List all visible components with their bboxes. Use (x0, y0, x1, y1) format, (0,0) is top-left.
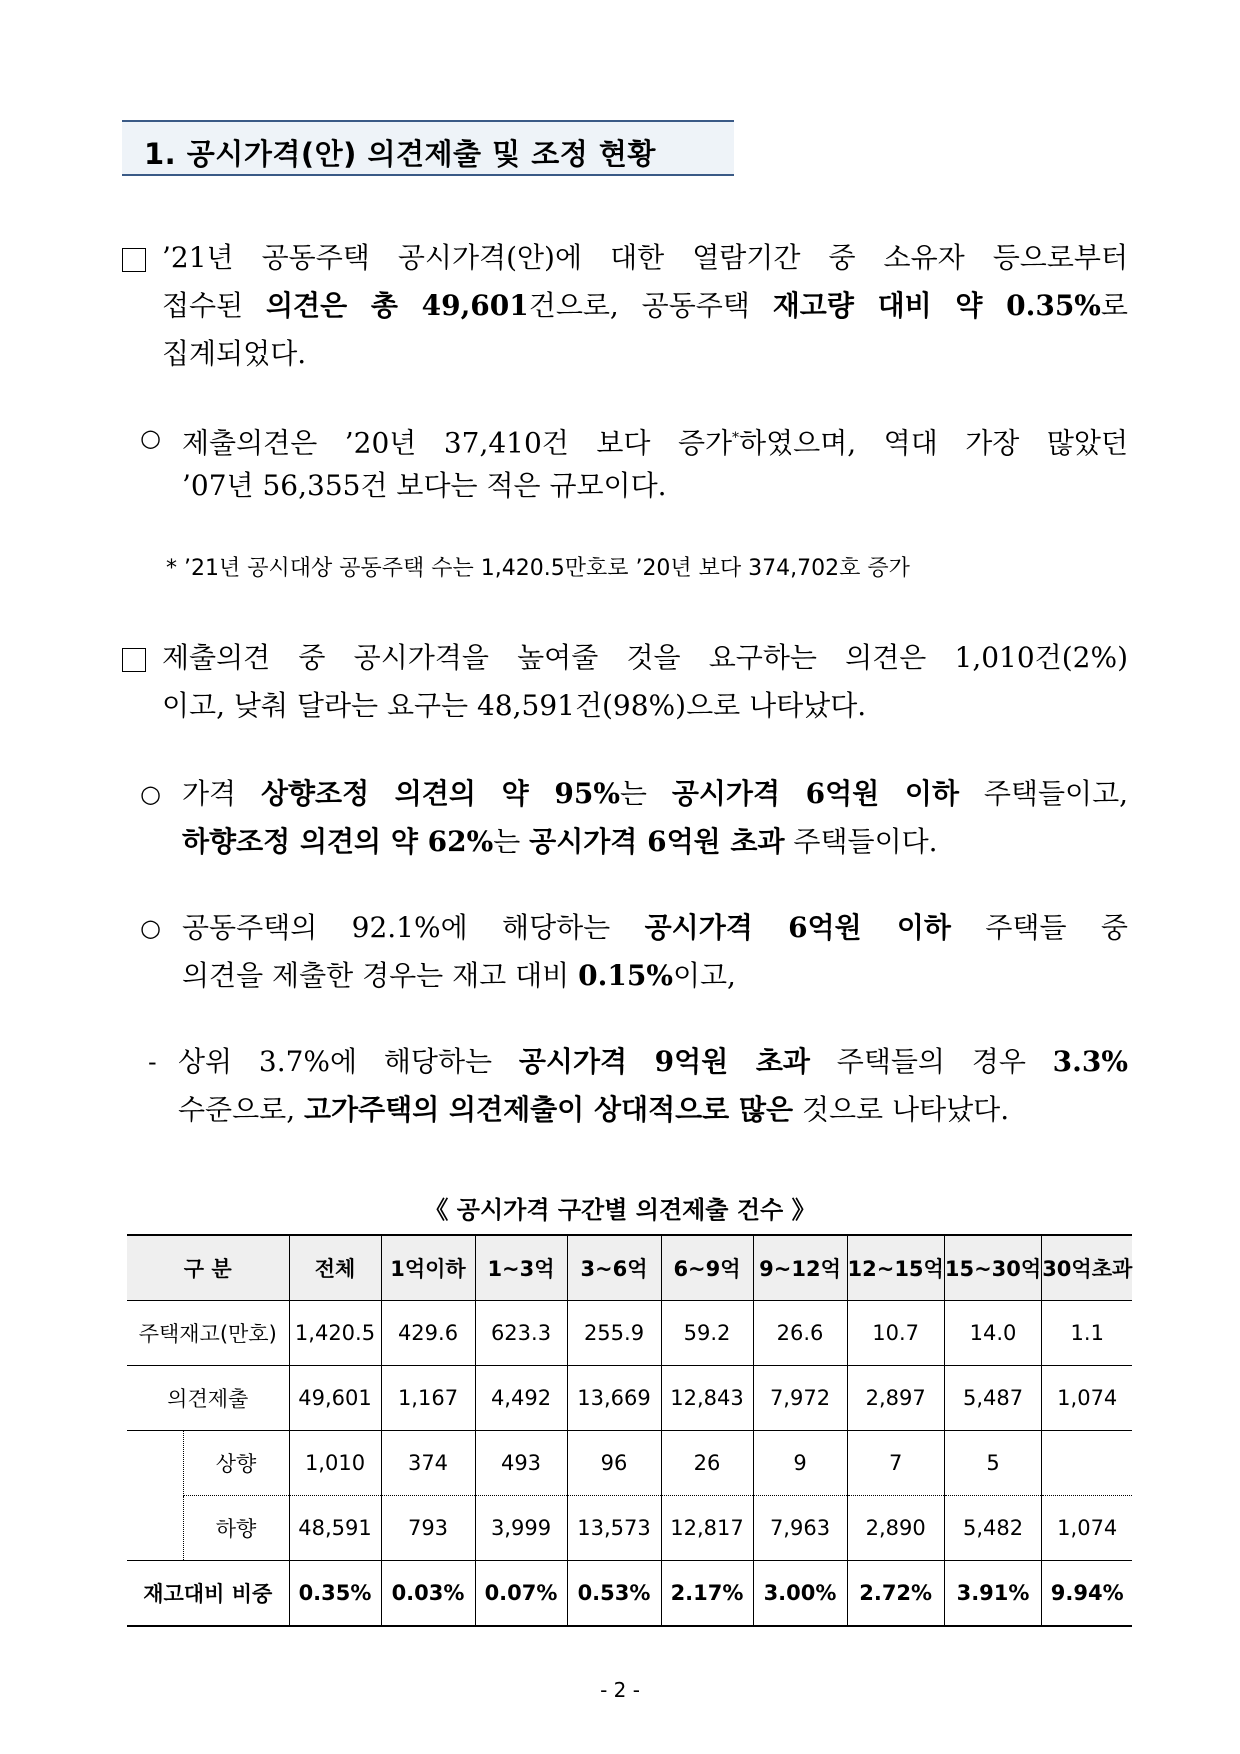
table-cell: 7,963 (753, 1496, 847, 1561)
table-cell: 3.00% (753, 1561, 847, 1627)
row-label: 하향 (183, 1496, 289, 1561)
header-cell: 1~3억 (475, 1235, 567, 1301)
table-cell: 255.9 (567, 1301, 661, 1366)
table-cell: 493 (475, 1431, 567, 1496)
header-cell: 6~9억 (661, 1235, 753, 1301)
table-cell: 7,972 (753, 1366, 847, 1431)
table-cell: 0.35% (289, 1561, 381, 1627)
table-cell: 96 (567, 1431, 661, 1496)
section-title-box (122, 120, 734, 176)
table-row-stock (127, 1301, 1132, 1366)
circle-bullet-1: ○ (140, 424, 161, 452)
page-number: - 2 - (600, 1678, 640, 1702)
paragraph-5 (182, 904, 1128, 1000)
p5-line-1: 공동주택의 92.1%에 해당하는 공시가격 6억원 이하 주택들 중 (182, 911, 1128, 944)
table-cell: 3,999 (475, 1496, 567, 1561)
square-bullet-1 (122, 248, 146, 272)
paragraph-1 (162, 234, 1128, 378)
p1-line-3: 집계되었다. (162, 337, 307, 370)
table-cell: 13,573 (567, 1496, 661, 1561)
dash-bullet: - (148, 1048, 157, 1076)
row-label: 의견제출 (127, 1366, 289, 1431)
header-cell: 1억이하 (381, 1235, 475, 1301)
table-cell: 0.53% (567, 1561, 661, 1627)
square-bullet-2 (122, 648, 146, 672)
header-cell: 3~6억 (567, 1235, 661, 1301)
table-cell: 1,074 (1042, 1496, 1133, 1561)
p1-line-2: 접수된 의견은 총 49,601건으로, 공동주택 재고량 대비 약 0.35%로 (162, 289, 1128, 322)
p3-line-1: 제출의견 중 공시가격을 높여줄 것을 요구하는 의견은 1,010건(2%) (162, 641, 1128, 674)
table-cell: 5,487 (944, 1366, 1041, 1431)
p4-line-1: 가격 상향조정 의견의 약 95%는 공시가격 6억원 이하 주택들이고, (182, 777, 1129, 810)
table-header-row (127, 1235, 1132, 1301)
row-label: 상향 (183, 1431, 289, 1496)
table-cell: 1,010 (289, 1431, 381, 1496)
table-cell: 12,843 (661, 1366, 753, 1431)
table-cell: 2,890 (847, 1496, 944, 1561)
table-cell: 12,817 (661, 1496, 753, 1561)
p2-line-1: 제출의견은 ’20년 37,410건 보다 증가*하였으며, 역대 가장 많았던 (182, 426, 1128, 460)
p6-line-1: 상위 3.7%에 해당하는 공시가격 9억원 초과 주택들의 경우 3.3% (178, 1045, 1128, 1078)
table-cell: 10.7 (847, 1301, 944, 1366)
table-cell: 2.17% (661, 1561, 753, 1627)
table-cell: 1,420.5 (289, 1301, 381, 1366)
table-row-upward (127, 1431, 1132, 1496)
table-cell: 0.03% (381, 1561, 475, 1627)
table-cell: 1.1 (1042, 1301, 1133, 1366)
circle-bullet-2: ○ (140, 780, 161, 808)
table-cell: 0.07% (475, 1561, 567, 1627)
table-cell: 9 (753, 1431, 847, 1496)
table-cell: 2.72% (847, 1561, 944, 1627)
header-cell: 15~30억 (944, 1235, 1041, 1301)
table-cell: 1,167 (381, 1366, 475, 1431)
paragraph-4 (182, 770, 1128, 866)
opinion-table (127, 1234, 1132, 1627)
table-cell: 26 (661, 1431, 753, 1496)
table-cell: 429.6 (381, 1301, 475, 1366)
header-cell: 구 분 (127, 1235, 289, 1301)
table-cell (1042, 1431, 1133, 1496)
p3-line-2: 이고, 낮춰 달라는 요구는 48,591건(98%)으로 나타났다. (162, 689, 867, 722)
table-cell: 13,669 (567, 1366, 661, 1431)
paragraph-2 (182, 414, 1128, 510)
table-cell: 1,074 (1042, 1366, 1133, 1431)
header-cell: 전체 (289, 1235, 381, 1301)
table-cell: 26.6 (753, 1301, 847, 1366)
table-cell: 3.91% (944, 1561, 1041, 1627)
table-cell: 7 (847, 1431, 944, 1496)
table-cell: 5,482 (944, 1496, 1041, 1561)
table-cell: 5 (944, 1431, 1041, 1496)
table-row-ratio (127, 1561, 1132, 1627)
table-cell: 4,492 (475, 1366, 567, 1431)
p1-line-1: ’21년 공동주택 공시가격(안)에 대한 열람기간 중 소유자 등으로부터 (162, 241, 1128, 274)
table-cell: 49,601 (289, 1366, 381, 1431)
footnote: * ’21년 공시대상 공동주택 수는 1,420.5만호로 ’20년 보다 374,702호 증가 (166, 556, 910, 581)
p6-line-2: 수준으로, 고가주택의 의견제출이 상대적으로 많은 것으로 나타났다. (178, 1093, 1010, 1126)
table-cell: 59.2 (661, 1301, 753, 1366)
table-cell: 9.94% (1042, 1561, 1133, 1627)
header-cell: 30억초과 (1042, 1235, 1133, 1301)
table-cell: 48,591 (289, 1496, 381, 1561)
table-cell: 793 (381, 1496, 475, 1561)
table-title: 《 공시가격 구간별 의견제출 건수 》 (424, 1196, 816, 1224)
header-cell: 9~12억 (753, 1235, 847, 1301)
p2-line-2: ’07년 56,355건 보다는 적은 규모이다. (182, 469, 667, 502)
paragraph-3 (162, 634, 1128, 730)
section-title: 1. 공시가격(안) 의견제출 및 조정 현황 (144, 137, 656, 171)
table-cell: 623.3 (475, 1301, 567, 1366)
indent-cell (127, 1496, 183, 1561)
table-cell: 2,897 (847, 1366, 944, 1431)
indent-cell (127, 1431, 183, 1496)
p4-line-2: 하향조정 의견의 약 62%는 공시가격 6억원 초과 주택들이다. (182, 825, 938, 858)
row-label: 주택재고(만호) (127, 1301, 289, 1366)
table-cell: 14.0 (944, 1301, 1041, 1366)
paragraph-6 (178, 1038, 1128, 1134)
table-row-downward (127, 1496, 1132, 1561)
circle-bullet-3: ○ (140, 914, 161, 942)
header-cell: 12~15억 (847, 1235, 944, 1301)
table-cell: 374 (381, 1431, 475, 1496)
row-label: 재고대비 비중 (127, 1561, 289, 1627)
table-row-opinions (127, 1366, 1132, 1431)
p5-line-2: 의견을 제출한 경우는 재고 대비 0.15%이고, (182, 959, 736, 992)
